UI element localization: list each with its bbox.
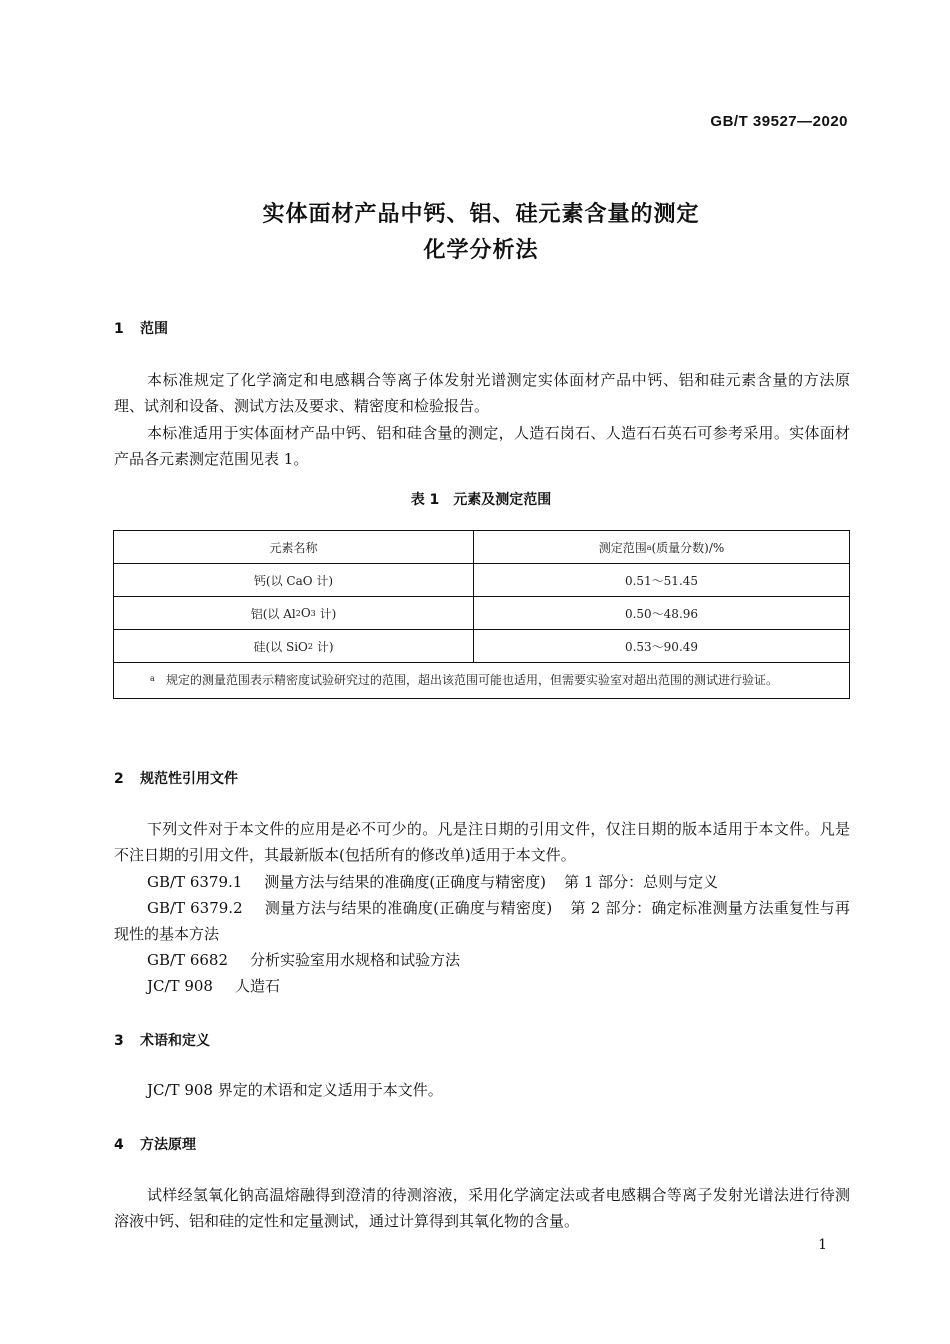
reference-item — [114, 895, 850, 947]
element-text: 硅(以 SiO — [253, 639, 308, 654]
reference-title: 测量方法与结果的准确度(正确度与精密度) — [264, 873, 547, 891]
reference-item — [147, 973, 850, 999]
section-title: 术语和定义 — [140, 1033, 210, 1049]
reference-item — [147, 947, 850, 973]
footnote-mark: a — [150, 674, 155, 683]
section-number: 1 — [114, 321, 124, 337]
table-footnote — [114, 663, 849, 698]
document-subtitle: 化学分析法 — [423, 238, 539, 263]
section-1-paragraph-2: 本标准适用于实体面材产品中钙、铝和硅含量的测定，人造石岗石、人造石石英石可参考采用。实体面材产品各元素测定范围见表 1。 — [114, 424, 850, 468]
document-title: 实体面材产品中钙、铝、硅元素含量的测定 — [262, 202, 700, 227]
range-cell: 0.50～48.96 — [624, 606, 699, 621]
element-text: 计) — [313, 639, 334, 654]
reference-code: GB/T 6682 — [147, 951, 229, 969]
reference-title: 分析实验室用水规格和试验方法 — [250, 951, 461, 969]
section-number: 2 — [114, 771, 124, 787]
range-cell: 0.53～90.49 — [624, 639, 699, 654]
table-row — [114, 597, 849, 630]
reference-code: GB/T 6379.2 — [147, 899, 243, 917]
footnote-text: 规定的测量范围表示精密度试验研究过的范围，超出该范围可能也适用，但需要实验室对超出范围的测试进行验证。 — [166, 673, 779, 687]
page-number: 1 — [818, 1237, 827, 1253]
reference-title: 测量方法与结果的准确度(正确度与精密度) — [264, 899, 553, 917]
table-row — [114, 564, 849, 597]
header-element: 元素名称 — [114, 531, 474, 563]
reference-item — [147, 869, 850, 895]
reference-title: 人造石 — [234, 977, 280, 995]
section-1-paragraph-1: 本标准规定了化学滴定和电感耦合等离子体发射光谱测定实体面材产品中钙、铝和硅元素含量的方法原理、试剂和设备、测试方法及要求、精密度和检验报告。 — [114, 371, 850, 415]
standard-code: GB/T 39527—2020 — [710, 113, 848, 130]
section-title: 范围 — [140, 321, 168, 337]
element-text: 计) — [315, 606, 337, 621]
header-range — [474, 531, 849, 563]
section-4-paragraph-1: 试样经氢氧化钠高温熔融得到澄清的待测溶液，采用化学滴定法或者电感耦合等离子发射光谱法进行待测溶液中钙、铝和硅的定性和定量测试，通过计算得到其氧化物的含量。 — [114, 1186, 850, 1230]
subscript: 3 — [310, 608, 316, 618]
section-2-paragraph-1: 下列文件对于本文件的应用是必不可少的。凡是注日期的引用文件，仅注日期的版本适用于本文件。凡是不注日期的引用文件，其最新版本(包括所有的修改单)适用于本文件。 — [114, 820, 850, 864]
reference-code: JC/T 908 — [147, 977, 213, 995]
table-caption: 表 1 元素及测定范围 — [410, 492, 552, 508]
header-range-unit: (质量分数)/% — [651, 540, 725, 555]
section-title: 规范性引用文件 — [140, 771, 238, 787]
reference-part: 第 2 部分：确定标准测量方法重复性与再现性的基本方法 — [114, 899, 850, 943]
table-header-row — [114, 531, 849, 564]
subscript: 2 — [307, 641, 313, 651]
element-text: O — [300, 606, 311, 620]
header-range-text: 测定范围 — [598, 540, 647, 555]
subscript: 2 — [295, 608, 301, 618]
section-3-heading — [114, 1030, 210, 1050]
section-3-paragraph-1: JC/T 908 界定的术语和定义适用于本文件。 — [147, 1081, 443, 1099]
element-text: 铝(以 Al — [250, 606, 296, 621]
element-cell — [114, 630, 474, 662]
element-cell — [114, 597, 474, 629]
element-range-table — [113, 530, 850, 699]
element-cell: 钙(以 CaO 计) — [114, 564, 474, 596]
section-number: 3 — [114, 1033, 124, 1049]
reference-part: 第 1 部分：总则与定义 — [564, 873, 719, 891]
table-row — [114, 630, 849, 663]
section-4-heading — [114, 1134, 196, 1154]
reference-code: GB/T 6379.1 — [147, 873, 243, 891]
footnote-mark: a — [646, 542, 652, 552]
section-number: 4 — [114, 1137, 124, 1153]
section-title: 方法原理 — [140, 1137, 196, 1153]
range-cell: 0.51～51.45 — [624, 573, 699, 588]
section-1-heading — [114, 318, 168, 338]
section-2-heading — [114, 768, 238, 788]
